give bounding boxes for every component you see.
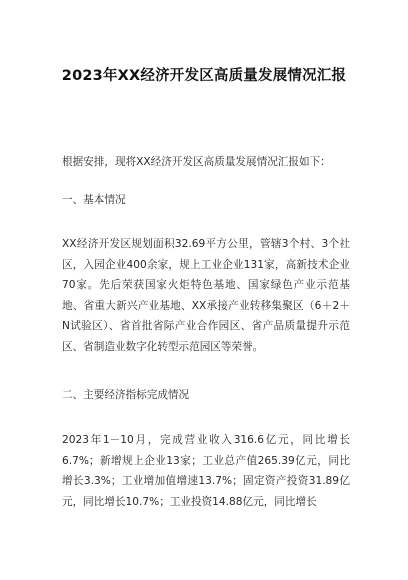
- section-2-paragraph: 2023年1－10月，完成营业收入316.6亿元，同比增长6.7%；新增规上企业13家；工业总产值265.39亿元，同比增长3.3%；工业增加值增速13.7%；固定资产投资31.89亿元，同比增长10.7%；工业投资14.88亿元，同比增长: [62, 434, 350, 508]
- document-title: 2023年XX经济开发区高质量发展情况汇报: [61, 68, 347, 84]
- section-1-paragraph: XX经济开发区规划面积32.69平方公里，管辖3个村、3个社区，入园企业400余家，规上工业企业131家，高新技术企业70家。先后荣获国家火炬特色基地、国家绿色产业示范基地、省重大新兴产业基地、XX承接产业转移集聚区（6＋2＋N试验区）、省首批省际产业合作园区、省产品质量提升示范区、省制造业数字化转型示范园区等荣誉。: [62, 238, 350, 353]
- section-2-heading: 二、主要经济指标完成情况: [62, 389, 190, 401]
- section-1-heading: 一、基本情况: [62, 194, 126, 206]
- intro-paragraph: 根据安排，现将XX经济开发区高质量发展情况汇报如下：: [62, 156, 331, 168]
